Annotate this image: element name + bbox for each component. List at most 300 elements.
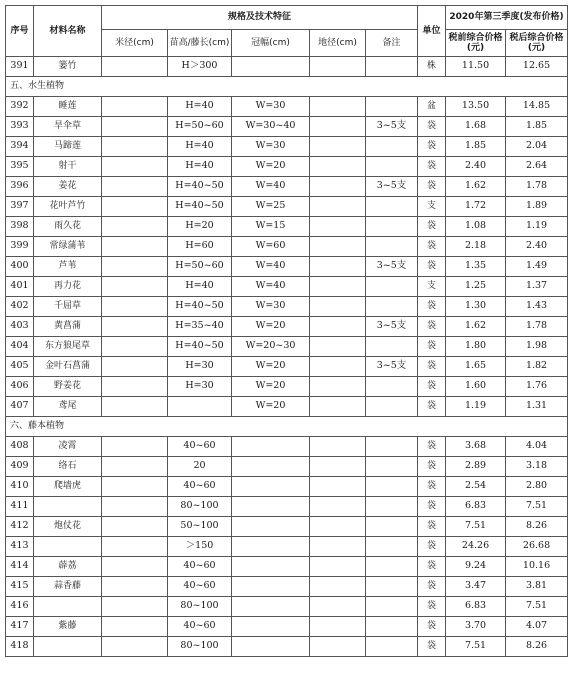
- cell-crown: W=30~40: [232, 117, 310, 137]
- table-header: [6, 6, 568, 57]
- cell-no: 418: [6, 637, 34, 657]
- header-no: 序号: [6, 6, 34, 57]
- cell-note: [366, 297, 418, 317]
- cell-unit: 袋: [418, 617, 446, 637]
- cell-note: [366, 517, 418, 537]
- cell-crown: W=40: [232, 177, 310, 197]
- cell-note: [366, 597, 418, 617]
- cell-pretax: 7.51: [446, 517, 506, 537]
- cell-no: 394: [6, 137, 34, 157]
- cell-pretax: 9.24: [446, 557, 506, 577]
- table-row: [6, 337, 568, 357]
- table-row: [6, 617, 568, 637]
- cell-name: 络石: [34, 457, 102, 477]
- section-label: 六、藤本植物: [6, 417, 568, 437]
- cell-name: 金叶石菖蒲: [34, 357, 102, 377]
- cell-note: [366, 237, 418, 257]
- cell-name: 花叶芦竹: [34, 197, 102, 217]
- cell-unit: 盆: [418, 97, 446, 117]
- cell-pretax: 1.30: [446, 297, 506, 317]
- cell-height: H=30: [168, 377, 232, 397]
- cell-ground: [310, 97, 366, 117]
- table-row: [6, 597, 568, 617]
- cell-pretax: 1.68: [446, 117, 506, 137]
- cell-unit: 袋: [418, 477, 446, 497]
- cell-ground: [310, 537, 366, 557]
- cell-no: 398: [6, 217, 34, 237]
- cell-aftertax: 3.81: [506, 577, 568, 597]
- cell-height: H=40~50: [168, 197, 232, 217]
- cell-note: [366, 197, 418, 217]
- cell-ground: [310, 337, 366, 357]
- cell-unit: 袋: [418, 637, 446, 657]
- cell-crown: W=20: [232, 397, 310, 417]
- cell-diameter: [102, 457, 168, 477]
- cell-unit: 袋: [418, 357, 446, 377]
- cell-crown: [232, 477, 310, 497]
- cell-crown: W=25: [232, 197, 310, 217]
- cell-crown: W=20: [232, 157, 310, 177]
- cell-note: [366, 57, 418, 77]
- cell-pretax: 1.65: [446, 357, 506, 377]
- cell-name: 凌霄: [34, 437, 102, 457]
- cell-unit: 支: [418, 277, 446, 297]
- cell-aftertax: 1.49: [506, 257, 568, 277]
- price-document: [5, 5, 567, 657]
- cell-unit: 袋: [418, 577, 446, 597]
- cell-ground: [310, 497, 366, 517]
- cell-diameter: [102, 97, 168, 117]
- cell-height: 40~60: [168, 477, 232, 497]
- cell-diameter: [102, 317, 168, 337]
- header-name: 材料名称: [34, 6, 102, 57]
- cell-diameter: [102, 537, 168, 557]
- cell-note: [366, 617, 418, 637]
- cell-aftertax: 7.51: [506, 597, 568, 617]
- cell-diameter: [102, 157, 168, 177]
- cell-diameter: [102, 137, 168, 157]
- cell-aftertax: 8.26: [506, 517, 568, 537]
- cell-aftertax: 8.26: [506, 637, 568, 657]
- cell-height: H=40~50: [168, 297, 232, 317]
- cell-height: [168, 397, 232, 417]
- cell-note: [366, 337, 418, 357]
- cell-unit: 袋: [418, 317, 446, 337]
- cell-crown: W=30: [232, 97, 310, 117]
- cell-crown: W=40: [232, 277, 310, 297]
- cell-unit: 袋: [418, 497, 446, 517]
- cell-pretax: 11.50: [446, 57, 506, 77]
- cell-name: [34, 537, 102, 557]
- cell-name: [34, 637, 102, 657]
- cell-note: [366, 97, 418, 117]
- cell-unit: 袋: [418, 337, 446, 357]
- section-row: [6, 77, 568, 97]
- cell-diameter: [102, 117, 168, 137]
- cell-aftertax: 1.43: [506, 297, 568, 317]
- cell-no: 403: [6, 317, 34, 337]
- cell-aftertax: 2.04: [506, 137, 568, 157]
- header-pretax: 税前综合价格(元): [446, 30, 506, 57]
- cell-no: 410: [6, 477, 34, 497]
- cell-aftertax: 1.98: [506, 337, 568, 357]
- cell-unit: 袋: [418, 437, 446, 457]
- cell-name: 常绿蒲苇: [34, 237, 102, 257]
- cell-ground: [310, 137, 366, 157]
- table-row: [6, 137, 568, 157]
- cell-name: 鸢尾: [34, 397, 102, 417]
- cell-name: 芦苇: [34, 257, 102, 277]
- cell-crown: [232, 537, 310, 557]
- cell-height: H=20: [168, 217, 232, 237]
- cell-pretax: 1.19: [446, 397, 506, 417]
- cell-name: 薜荔: [34, 557, 102, 577]
- cell-unit: 袋: [418, 597, 446, 617]
- cell-no: 406: [6, 377, 34, 397]
- cell-pretax: 6.83: [446, 597, 506, 617]
- cell-crown: W=40: [232, 257, 310, 277]
- cell-note: 3~5支: [366, 177, 418, 197]
- cell-aftertax: 1.76: [506, 377, 568, 397]
- cell-ground: [310, 637, 366, 657]
- cell-note: [366, 397, 418, 417]
- cell-ground: [310, 397, 366, 417]
- table-row: [6, 437, 568, 457]
- table-row: [6, 537, 568, 557]
- cell-unit: 袋: [418, 517, 446, 537]
- cell-note: [366, 557, 418, 577]
- cell-height: H=50~60: [168, 257, 232, 277]
- table-row: [6, 377, 568, 397]
- cell-aftertax: 2.80: [506, 477, 568, 497]
- cell-aftertax: 7.51: [506, 497, 568, 517]
- header-aftertax: 税后综合价格(元): [506, 30, 568, 57]
- cell-height: 80~100: [168, 637, 232, 657]
- cell-note: [366, 477, 418, 497]
- cell-height: 20: [168, 457, 232, 477]
- table-body: [6, 57, 568, 657]
- table-row: [6, 177, 568, 197]
- cell-diameter: [102, 497, 168, 517]
- cell-ground: [310, 437, 366, 457]
- cell-pretax: 2.18: [446, 237, 506, 257]
- cell-note: [366, 637, 418, 657]
- cell-no: 391: [6, 57, 34, 77]
- cell-no: 404: [6, 337, 34, 357]
- cell-crown: [232, 577, 310, 597]
- cell-aftertax: 12.65: [506, 57, 568, 77]
- cell-crown: [232, 517, 310, 537]
- cell-height: H=40~50: [168, 177, 232, 197]
- cell-ground: [310, 577, 366, 597]
- cell-crown: W=20: [232, 357, 310, 377]
- cell-aftertax: 14.85: [506, 97, 568, 117]
- cell-diameter: [102, 177, 168, 197]
- cell-no: 399: [6, 237, 34, 257]
- table-row: [6, 637, 568, 657]
- cell-diameter: [102, 217, 168, 237]
- cell-diameter: [102, 637, 168, 657]
- cell-height: H=40: [168, 137, 232, 157]
- cell-height: 50~100: [168, 517, 232, 537]
- cell-pretax: 1.62: [446, 177, 506, 197]
- table-row: [6, 477, 568, 497]
- cell-note: [366, 157, 418, 177]
- cell-diameter: [102, 277, 168, 297]
- cell-pretax: 1.08: [446, 217, 506, 237]
- cell-pretax: 3.68: [446, 437, 506, 457]
- cell-name: 东方狼尾草: [34, 337, 102, 357]
- cell-height: H=35~40: [168, 317, 232, 337]
- cell-name: 篓竹: [34, 57, 102, 77]
- cell-aftertax: 2.40: [506, 237, 568, 257]
- cell-pretax: 2.40: [446, 157, 506, 177]
- cell-note: 3~5支: [366, 357, 418, 377]
- cell-crown: [232, 497, 310, 517]
- cell-no: 411: [6, 497, 34, 517]
- cell-name: 紫藤: [34, 617, 102, 637]
- cell-height: 40~60: [168, 577, 232, 597]
- cell-diameter: [102, 57, 168, 77]
- cell-note: 3~5支: [366, 257, 418, 277]
- cell-crown: W=15: [232, 217, 310, 237]
- cell-no: 401: [6, 277, 34, 297]
- cell-diameter: [102, 297, 168, 317]
- cell-crown: [232, 557, 310, 577]
- cell-crown: W=30: [232, 137, 310, 157]
- cell-height: H=30: [168, 357, 232, 377]
- cell-aftertax: 1.85: [506, 117, 568, 137]
- cell-no: 407: [6, 397, 34, 417]
- cell-no: 412: [6, 517, 34, 537]
- cell-name: 爬墙虎: [34, 477, 102, 497]
- table-row: [6, 217, 568, 237]
- cell-pretax: 13.50: [446, 97, 506, 117]
- cell-height: 80~100: [168, 597, 232, 617]
- cell-pretax: 1.72: [446, 197, 506, 217]
- cell-aftertax: 3.18: [506, 457, 568, 477]
- cell-name: 姜花: [34, 177, 102, 197]
- table-row: [6, 497, 568, 517]
- cell-no: 392: [6, 97, 34, 117]
- cell-ground: [310, 257, 366, 277]
- cell-note: [366, 437, 418, 457]
- table-row: [6, 117, 568, 137]
- cell-height: 40~60: [168, 557, 232, 577]
- table-row: [6, 237, 568, 257]
- cell-note: [366, 457, 418, 477]
- cell-no: 413: [6, 537, 34, 557]
- cell-pretax: 1.35: [446, 257, 506, 277]
- section-row: [6, 417, 568, 437]
- cell-note: [366, 377, 418, 397]
- table-row: [6, 517, 568, 537]
- table-row: [6, 277, 568, 297]
- cell-no: 393: [6, 117, 34, 137]
- table-row: [6, 197, 568, 217]
- cell-height: H=40: [168, 157, 232, 177]
- cell-height: H＞300: [168, 57, 232, 77]
- cell-pretax: 1.25: [446, 277, 506, 297]
- cell-unit: 袋: [418, 157, 446, 177]
- cell-height: ＞150: [168, 537, 232, 557]
- header-price-group: 2020年第三季度(发布价格): [446, 6, 568, 30]
- cell-no: 405: [6, 357, 34, 377]
- cell-no: 416: [6, 597, 34, 617]
- cell-ground: [310, 317, 366, 337]
- cell-ground: [310, 197, 366, 217]
- cell-crown: [232, 617, 310, 637]
- cell-ground: [310, 57, 366, 77]
- cell-pretax: 6.83: [446, 497, 506, 517]
- cell-ground: [310, 237, 366, 257]
- cell-no: 402: [6, 297, 34, 317]
- table-row: [6, 577, 568, 597]
- cell-ground: [310, 557, 366, 577]
- cell-ground: [310, 517, 366, 537]
- cell-diameter: [102, 357, 168, 377]
- cell-pretax: 1.60: [446, 377, 506, 397]
- cell-no: 415: [6, 577, 34, 597]
- cell-unit: 袋: [418, 537, 446, 557]
- cell-ground: [310, 377, 366, 397]
- cell-aftertax: 2.64: [506, 157, 568, 177]
- cell-height: 40~60: [168, 437, 232, 457]
- cell-unit: 株: [418, 57, 446, 77]
- cell-no: 417: [6, 617, 34, 637]
- cell-pretax: 1.85: [446, 137, 506, 157]
- cell-no: 397: [6, 197, 34, 217]
- cell-diameter: [102, 597, 168, 617]
- cell-crown: W=20: [232, 317, 310, 337]
- cell-aftertax: 1.78: [506, 177, 568, 197]
- cell-aftertax: 1.89: [506, 197, 568, 217]
- cell-height: H=50~60: [168, 117, 232, 137]
- cell-ground: [310, 157, 366, 177]
- cell-unit: 袋: [418, 137, 446, 157]
- cell-pretax: 7.51: [446, 637, 506, 657]
- cell-crown: [232, 637, 310, 657]
- table-row: [6, 457, 568, 477]
- cell-no: 409: [6, 457, 34, 477]
- header-unit: 单位: [418, 6, 446, 57]
- table-row: [6, 97, 568, 117]
- cell-name: 千屈草: [34, 297, 102, 317]
- cell-note: [366, 537, 418, 557]
- cell-height: 40~60: [168, 617, 232, 637]
- table-row: [6, 157, 568, 177]
- cell-unit: 袋: [418, 297, 446, 317]
- cell-aftertax: 1.78: [506, 317, 568, 337]
- table-row: [6, 317, 568, 337]
- cell-crown: [232, 597, 310, 617]
- cell-crown: W=30: [232, 297, 310, 317]
- cell-ground: [310, 477, 366, 497]
- cell-diameter: [102, 577, 168, 597]
- cell-ground: [310, 617, 366, 637]
- cell-diameter: [102, 477, 168, 497]
- cell-no: 408: [6, 437, 34, 457]
- cell-unit: 袋: [418, 257, 446, 277]
- table-row: [6, 557, 568, 577]
- cell-name: 睡莲: [34, 97, 102, 117]
- cell-note: [366, 277, 418, 297]
- cell-no: 396: [6, 177, 34, 197]
- cell-note: [366, 497, 418, 517]
- cell-aftertax: 1.19: [506, 217, 568, 237]
- cell-crown: [232, 57, 310, 77]
- table-row: [6, 257, 568, 277]
- cell-diameter: [102, 257, 168, 277]
- cell-ground: [310, 177, 366, 197]
- cell-diameter: [102, 557, 168, 577]
- cell-name: 马蹄莲: [34, 137, 102, 157]
- cell-ground: [310, 457, 366, 477]
- cell-unit: 袋: [418, 397, 446, 417]
- cell-name: 再力花: [34, 277, 102, 297]
- header-diameter: 米径(cm): [102, 30, 168, 57]
- price-table: [5, 5, 568, 657]
- cell-aftertax: 26.68: [506, 537, 568, 557]
- cell-note: [366, 137, 418, 157]
- cell-unit: 袋: [418, 237, 446, 257]
- cell-ground: [310, 277, 366, 297]
- cell-crown: W=60: [232, 237, 310, 257]
- table-row: [6, 297, 568, 317]
- cell-note: [366, 577, 418, 597]
- cell-unit: 袋: [418, 457, 446, 477]
- cell-diameter: [102, 197, 168, 217]
- cell-name: 雨久花: [34, 217, 102, 237]
- header-spec-group: 规格及技术特征: [102, 6, 418, 30]
- table-row: [6, 397, 568, 417]
- cell-name: 射干: [34, 157, 102, 177]
- cell-diameter: [102, 617, 168, 637]
- cell-no: 400: [6, 257, 34, 277]
- cell-note: 3~5支: [366, 117, 418, 137]
- cell-pretax: 2.54: [446, 477, 506, 497]
- cell-crown: W=20~30: [232, 337, 310, 357]
- cell-unit: 袋: [418, 557, 446, 577]
- cell-unit: 袋: [418, 217, 446, 237]
- cell-height: H=40~50: [168, 337, 232, 357]
- header-crown: 冠幅(cm): [232, 30, 310, 57]
- cell-aftertax: 1.37: [506, 277, 568, 297]
- cell-diameter: [102, 377, 168, 397]
- cell-pretax: 2.89: [446, 457, 506, 477]
- cell-height: H=40: [168, 97, 232, 117]
- cell-unit: 袋: [418, 377, 446, 397]
- cell-diameter: [102, 337, 168, 357]
- cell-height: H=40: [168, 277, 232, 297]
- table-row: [6, 357, 568, 377]
- header-ground: 地径(cm): [310, 30, 366, 57]
- cell-aftertax: 1.82: [506, 357, 568, 377]
- cell-crown: [232, 457, 310, 477]
- cell-aftertax: 4.07: [506, 617, 568, 637]
- cell-note: [366, 217, 418, 237]
- cell-name: 野姜花: [34, 377, 102, 397]
- cell-name: 蒜香藤: [34, 577, 102, 597]
- cell-diameter: [102, 437, 168, 457]
- cell-unit: 支: [418, 197, 446, 217]
- header-note: 备注: [366, 30, 418, 57]
- cell-diameter: [102, 237, 168, 257]
- cell-pretax: 1.62: [446, 317, 506, 337]
- cell-name: 黄菖蒲: [34, 317, 102, 337]
- cell-ground: [310, 357, 366, 377]
- cell-diameter: [102, 397, 168, 417]
